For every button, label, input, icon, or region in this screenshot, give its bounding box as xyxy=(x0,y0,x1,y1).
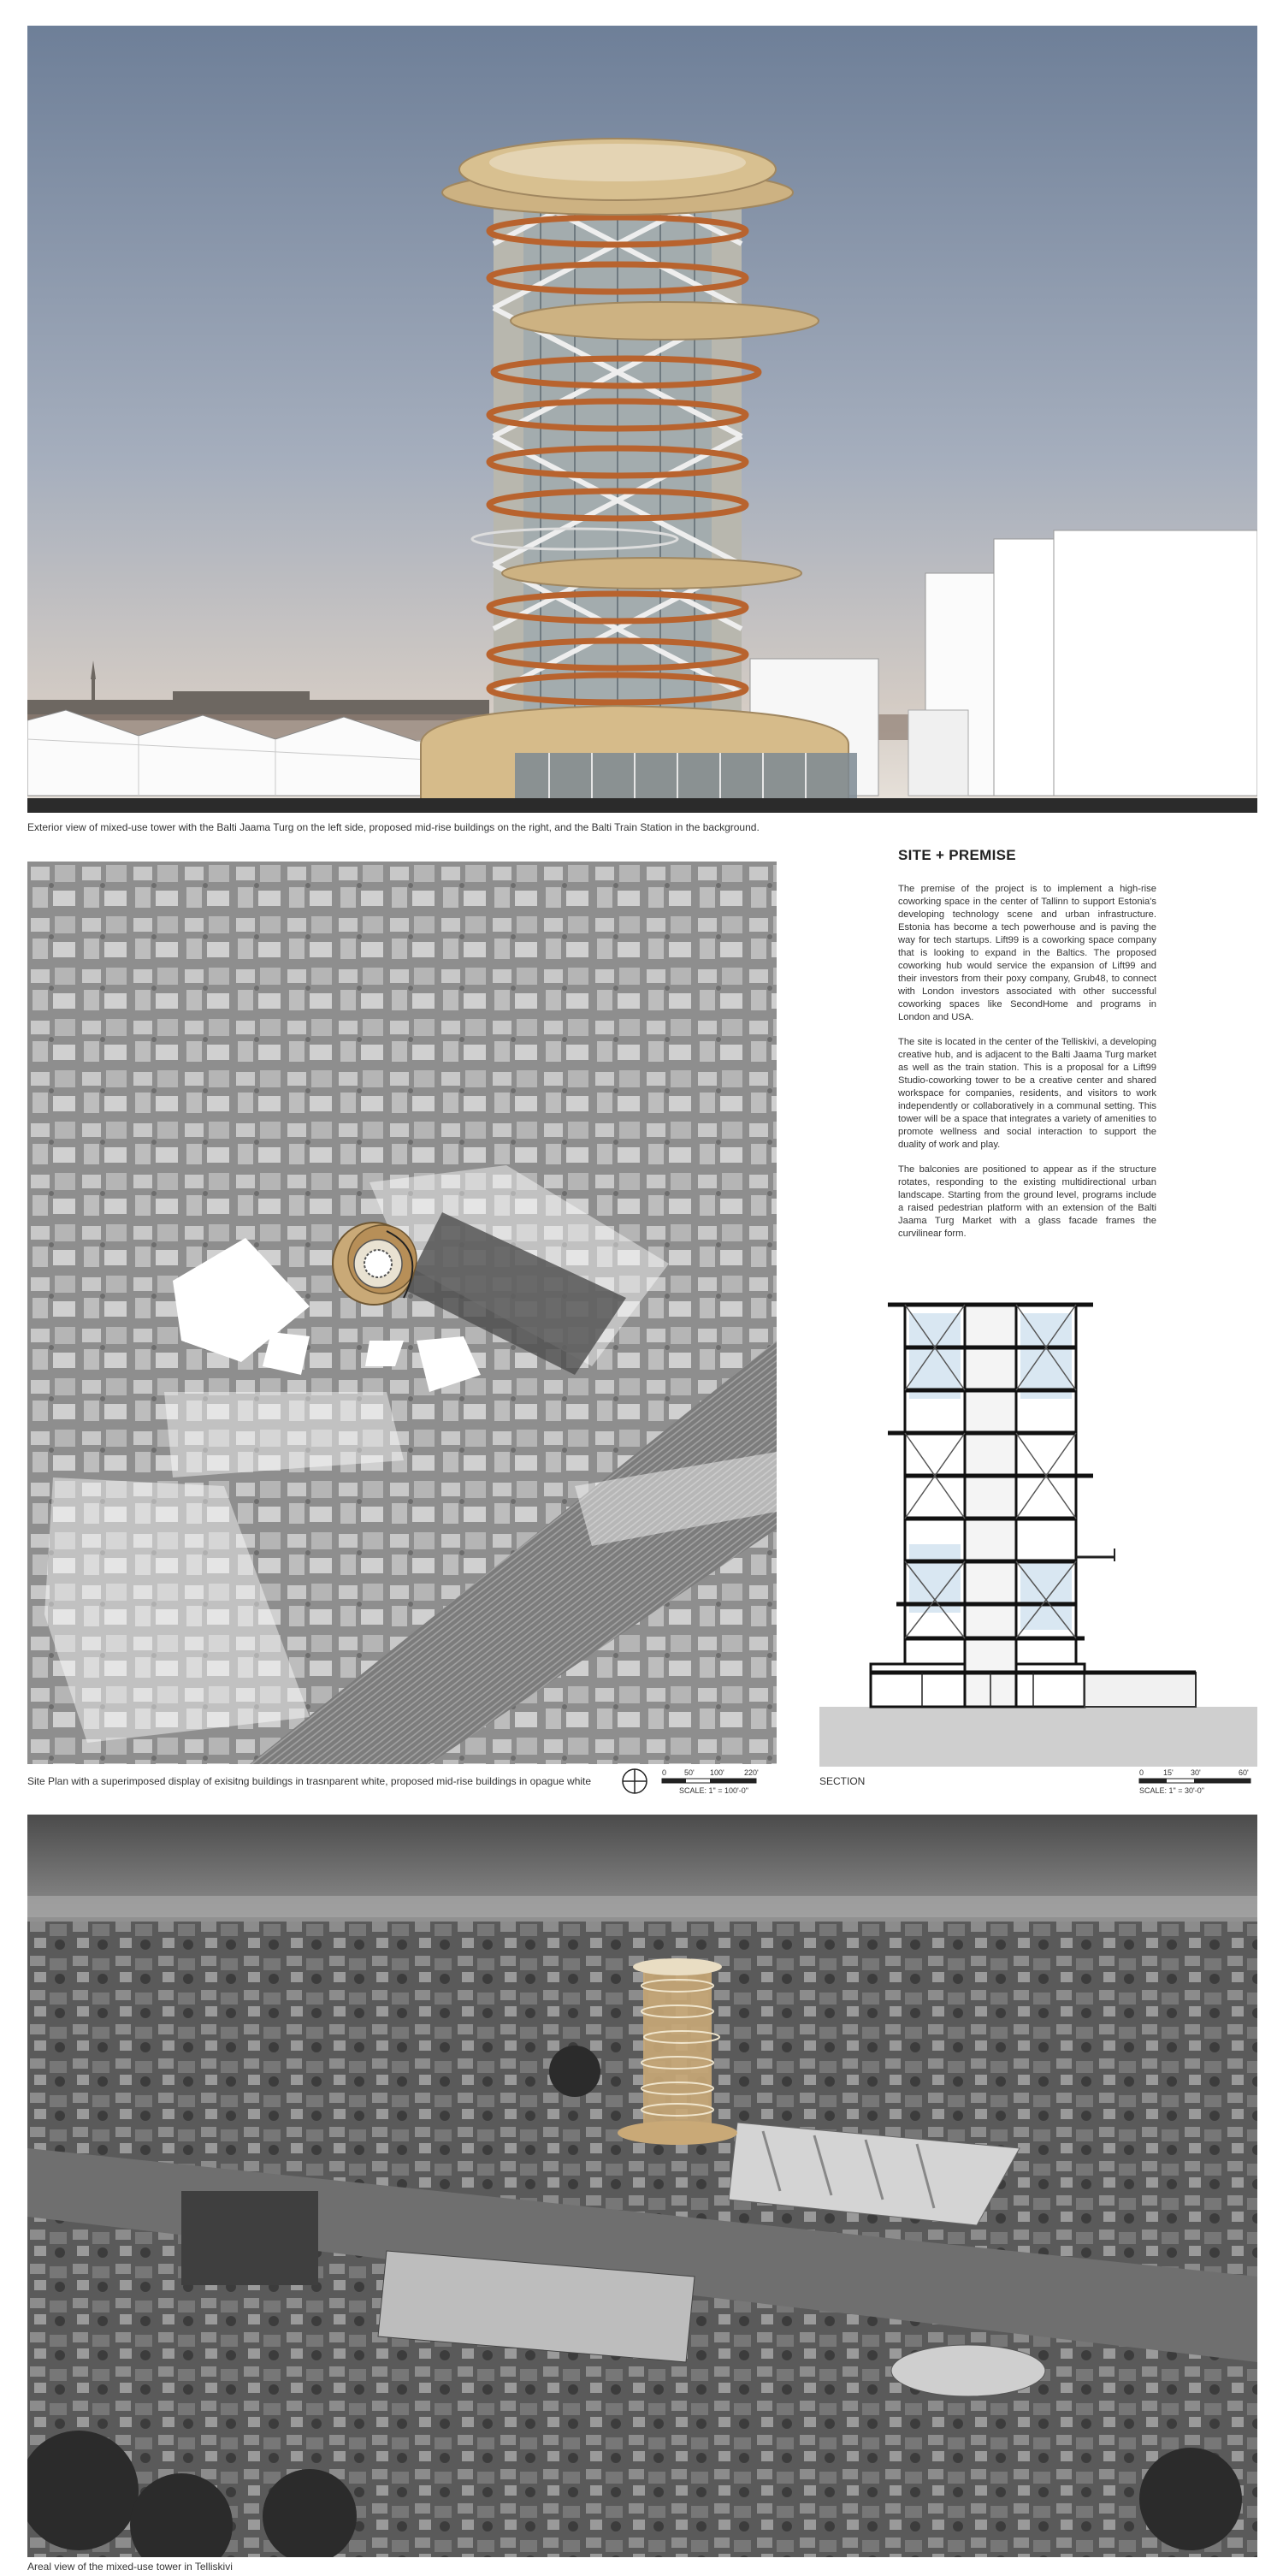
site-scale-tick-2: 100' xyxy=(710,1768,724,1777)
site-scale-tick-0: 0 xyxy=(662,1768,667,1777)
premise-paragraph-1: The premise of the project is to implement a high-rise coworking space in the center of Tallinn to support Estonia's developing technology scene and urban infrastructure. Estonia has become a tech powerhouse and is paving the way for tech startups. Lift99 is a coworking space company that is looking to expand in the Baltics. The proposed coworking hub would service the expansion of Lift99 and their investors from their poxy company, Grub48, to connect with London investors associated with other successful coworking spaces like SecondHome and programs in London and USA. xyxy=(898,884,1156,1022)
exterior-render-drawing xyxy=(27,26,1257,813)
site-plan-drawing xyxy=(27,862,777,1764)
domed-hall xyxy=(891,2345,1045,2396)
ground-poche xyxy=(819,1707,1257,1767)
section-scale xyxy=(1138,1766,1257,1800)
section-drawing xyxy=(819,1288,1257,1767)
building-section xyxy=(819,1288,1257,1767)
section-scale-tick-3: 60' xyxy=(1239,1768,1249,1777)
section-caption: SECTION xyxy=(819,1775,866,1787)
tower-plan xyxy=(333,1223,417,1305)
premise-paragraph-3: The balconies are positioned to appear as if the structure rotates, responding to the existing multidirectional urban landscape. Starting from the ground level, programs include a raised pedestrian platform with an extension of the Balti Jaama Turg Market with a glass facade frames the curvilinear form. xyxy=(898,1164,1156,1239)
site-plan-map xyxy=(27,862,777,1764)
north-arrow-icon xyxy=(623,1769,647,1793)
section-scale-tick-1: 15' xyxy=(1163,1768,1174,1777)
sea-horizon xyxy=(27,1896,1257,1922)
site-plan-scale xyxy=(618,1766,772,1800)
office-block xyxy=(181,2191,318,2285)
section-scale-tick-0: 0 xyxy=(1139,1768,1144,1777)
aerial-drawing xyxy=(27,1815,1257,2557)
exterior-render xyxy=(27,26,1257,813)
site-scale-tick-3: 220' xyxy=(744,1768,759,1777)
site-plan-caption: Site Plan with a superimposed display of exisitng buildings in trasnparent white, proposed mid-rise buildings in opague white xyxy=(27,1775,592,1787)
ground-line xyxy=(27,798,1257,813)
premise-paragraph-2: The site is located in the center of the Telliskivi, a developing creative hub, and is adjacent to the Balti Jaama Turg market as well as the train station. This is a proposal for a Lift99 Studio-coworking tower to be a creative center and shared workspace for companies, residents, and visitors to work independently or collaboratively in a communal setting. This tower will be a space that integrates a variety of amenities to promote wellness and social interaction to support the duality of work and play. xyxy=(898,1037,1156,1150)
premise-title: SITE + PREMISE xyxy=(898,847,1016,863)
aerial-caption: Areal view of the mixed-use tower in Telliskivi xyxy=(27,2561,233,2573)
site-scale-label: SCALE: 1" = 100'-0" xyxy=(679,1786,748,1795)
site-scale-tick-1: 50' xyxy=(684,1768,695,1777)
section-scale-tick-2: 30' xyxy=(1191,1768,1201,1777)
aerial-view xyxy=(27,1815,1257,2557)
site-premise-text xyxy=(898,847,1156,1252)
exterior-caption: Exterior view of mixed-use tower with the Balti Jaama Turg on the left side, proposed mid-rise buildings on the right, and the Balti Train Station in the background. xyxy=(27,821,760,833)
section-scale-label: SCALE: 1" = 30'-0" xyxy=(1139,1786,1204,1795)
